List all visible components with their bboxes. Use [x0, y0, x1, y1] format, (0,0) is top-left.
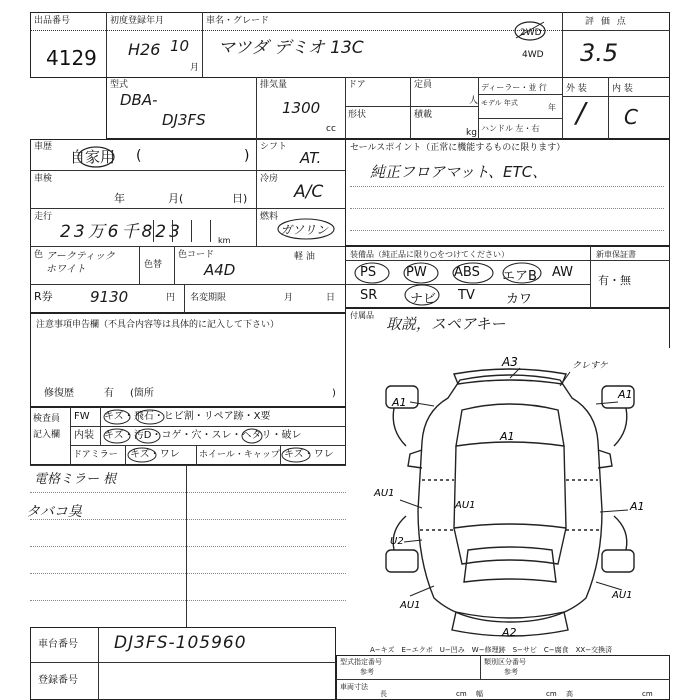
handwritten-note-2: タバコ臭	[26, 504, 82, 520]
model-grade-value: マツダ デミオ 13C	[218, 38, 364, 58]
shaken-day-unit: 日)	[232, 192, 248, 205]
diagram-label-right-door: A1	[630, 500, 645, 513]
color-change-label: 色替	[144, 260, 163, 270]
accessories-label: 付属品	[350, 311, 374, 320]
diagram-label-a3: A3	[502, 355, 518, 369]
name-change-label: 名変期限	[190, 293, 227, 303]
drive-4wd: 4WD	[522, 50, 544, 60]
lot-number-label: 出品番号	[34, 16, 71, 26]
width-unit: cm	[546, 690, 557, 698]
aircon-value: A/C	[294, 182, 324, 202]
diagram-label-rr: AU1	[612, 590, 633, 601]
inspector-fw-name: FW	[74, 411, 90, 422]
inspector-circles	[100, 407, 346, 465]
diagram-label-crack: クレすケ	[572, 361, 608, 371]
equip-abs: ABS	[454, 265, 480, 280]
name-change-month: 月	[284, 293, 294, 303]
shift-label: シフト	[260, 142, 288, 152]
inspector-mirror-text: キズ・ワレ	[130, 449, 180, 460]
loadcap-unit: kg	[466, 128, 477, 138]
equip-tv: TV	[458, 288, 475, 303]
loadcap-label: 積載	[414, 110, 433, 120]
fuel-label: 燃料	[260, 212, 279, 222]
auction-sheet: 出品番号 4129 初度登録年月 H26 10 月 車名・グレード マツダ デミオ 13C 2WD 4WD 評 価 点 3.5 型式 DBA- DJ3FS 排気量 1300 cc ドア 形状 定員 人 積載 kg ディーラー・並 行 モデル 年式 年 ハンドル 左・右 外 装 内 装 / C 車歴 自家用 ( ) 車検 年 月( 日) 走行 23万6千823 km 色 アークティック ホワイト 色替 色コード A4D シフト AT. 冷房 A/C 燃料 ガソリン 軽 油 R券 9130 円 名変期限 月 日 セールスポイント（正常に機能するものに限ります） 純正フロアマット、ETC、 装備品（純正品に限り○をつけてください） 新車保証書 有・無 PS PW ABS エアB AW SR ナビ TV カワ 付属品 取説，スペアキー 注意事項申告欄（不具合内容等は具体的に記入して下さい） 修復歴 有 (箇所 ) 検査員 記入欄 FW キズ・飛石・ヒビ割・リペア跡・X要 内装 キズ・汚D・コゲ・穴・スレ・ヘタリ・破レ ドアミラー キズ・ワレ ホイール・キャップ キズ・ワレ 電格ミラー 根 タバコ臭 A3 クレすケ A1 A1 A1 AU1 A1 U2 AU1 AU1 A2 AU1 A−キズ E−エクボ U−凹み W−修理跡 S−サビ C−腐食 XX−交換済 車台番号 DJ3FS-105960 登録番号 型式指定番号 参考 類別区分番号 参考 車両寸法 長 cm 幅 cm 高 cm	[0, 0, 700, 700]
exterior-value: /	[576, 96, 586, 129]
drive-2wd: 2WD	[520, 28, 542, 38]
type-prefix: DBA-	[120, 91, 158, 109]
diagram-label-left-rear: U2	[390, 536, 404, 547]
type-value: DJ3FS	[162, 111, 206, 129]
model-grade-label: 車名・グレード	[206, 16, 270, 26]
damage-legend: A−キズ E−エクボ U−凹み W−修理跡 S−サビ C−腐食 XX−交換済	[370, 646, 613, 654]
shaken-year-unit: 年	[114, 192, 125, 205]
diagram-label-rear: A2	[502, 626, 517, 638]
shift-value: AT.	[300, 149, 322, 167]
equip-airbag: エアB	[502, 269, 537, 284]
equipment-circles	[348, 260, 588, 308]
model-year-label: モデル 年式	[481, 99, 518, 107]
equipment-label: 装備品（純正品に限り○をつけてください）	[350, 250, 509, 259]
shaken-label: 車検	[34, 174, 53, 184]
accessories-value: 取説，スペアキー	[386, 315, 506, 333]
dims1-label: 型式指定番号	[340, 658, 382, 666]
dealer-label: ディーラー・並 行	[481, 83, 547, 92]
length-unit: cm	[456, 690, 467, 698]
inspector-mirror-name: ドアミラー	[73, 450, 118, 460]
aircon-label: 冷房	[260, 174, 279, 184]
diagram-label-fr: A1	[618, 388, 633, 401]
fuel-circle	[274, 216, 338, 242]
equip-leather: カワ	[506, 292, 533, 307]
diagram-label-fl: A1	[392, 396, 407, 409]
exterior-label: 外 装	[566, 84, 587, 94]
history-circle	[64, 145, 124, 169]
door-label: ドア	[348, 80, 366, 90]
history-label: 車歴	[34, 142, 53, 152]
warranty-label: 新車保証書	[596, 250, 636, 259]
color-label: 色	[34, 250, 44, 260]
size-label: 車両寸法	[340, 683, 368, 691]
inspector-label-2: 記入欄	[33, 430, 61, 440]
notes-label: 注意事項申告欄（不具合内容等は具体的に記入して下さい）	[36, 320, 280, 330]
interior-label: 内 装	[612, 84, 633, 94]
first-reg-month: 10	[170, 37, 190, 55]
inspector-interior-text: キズ・汚D・コゲ・穴・スレ・ヘタリ・破レ	[104, 430, 302, 441]
yen-unit: 円	[166, 293, 176, 303]
month-unit: 月	[190, 63, 200, 73]
repair-has: 有	[104, 388, 114, 399]
equip-aw: AW	[552, 265, 574, 280]
mileage-value: 23万6千823	[60, 222, 183, 242]
shaken-month-unit: 月(	[168, 192, 184, 205]
km-unit: km	[218, 236, 231, 245]
capacity-label: 定員	[414, 80, 433, 90]
height-unit: cm	[642, 690, 653, 698]
chassis-label: 車台番号	[38, 639, 78, 650]
reg-label: 登録番号	[38, 675, 78, 686]
first-reg-value: H26	[128, 40, 161, 59]
inspector-label-1: 検査員	[33, 414, 61, 424]
shape-label: 形状	[348, 110, 367, 120]
mileage-label: 走行	[34, 212, 53, 222]
svg-text:AU1: AU1	[455, 500, 476, 511]
grade-label: 評 価 点	[585, 17, 628, 27]
interior-value: C	[624, 105, 638, 129]
drive-2wd-circle	[512, 18, 548, 42]
name-change-day: 日	[326, 293, 336, 303]
handle-label: ハンドル 左・右	[481, 124, 540, 133]
equip-navi: ナビ	[410, 292, 437, 307]
displacement-value: 1300	[282, 99, 321, 117]
inspector-wheel-name: ホイール・キャップ	[199, 450, 280, 460]
width-label: 幅	[476, 690, 483, 698]
history-value: 自家用	[70, 148, 116, 166]
ref-label-2: 参考	[504, 668, 518, 676]
repair-label: 修復歴	[44, 388, 74, 399]
inspector-wheel-text: キズ・ワレ	[284, 449, 334, 460]
length-label: 長	[380, 690, 387, 698]
year-unit: 年	[548, 103, 556, 112]
lot-number: 4129	[46, 46, 97, 70]
recycle-label: R券	[34, 290, 53, 303]
inspector-interior-name: 内装	[74, 430, 94, 441]
sales-point-value: 純正フロアマット、ETC、	[370, 163, 548, 181]
grade-value: 3.5	[580, 39, 619, 67]
fuel-value: ガソリン	[280, 223, 329, 237]
light-oil: 軽 油	[294, 252, 315, 262]
handwritten-note-1: 電格ミラー 根	[34, 472, 117, 487]
repair-close: )	[332, 388, 336, 399]
color-code-value: A4D	[204, 261, 236, 279]
sales-point-label: セールスポイント（正常に機能するものに限ります）	[350, 143, 566, 153]
warranty-value: 有・無	[598, 274, 631, 287]
equip-pw: PW	[406, 265, 427, 280]
diagram-label-rl: AU1	[400, 600, 421, 611]
type-label: 型式	[110, 80, 129, 90]
equip-ps: PS	[360, 265, 377, 280]
displacement-unit: cc	[326, 124, 336, 134]
color-code-label: 色コード	[178, 250, 215, 260]
diagram-label-roof: A1	[500, 430, 515, 443]
repair-place: (箇所	[130, 388, 154, 399]
diagram-extra-labels	[355, 488, 505, 548]
color-value: アークティック ホワイト	[46, 251, 115, 275]
inspector-fw-text: キズ・飛石・ヒビ割・リペア跡・X要	[104, 411, 271, 422]
first-reg-label: 初度登録年月	[110, 16, 165, 26]
chassis-value: DJ3FS-105960	[114, 633, 247, 653]
ref-label-1: 参考	[360, 668, 374, 676]
dims2-label: 類別区分番号	[484, 658, 526, 666]
displacement-label: 排気量	[260, 80, 288, 90]
capacity-unit: 人	[469, 96, 479, 106]
recycle-value: 9130	[90, 288, 129, 306]
equip-sr: SR	[360, 288, 378, 303]
diagram-label-left-door: AU1	[374, 488, 395, 499]
height-label: 高	[566, 690, 573, 698]
